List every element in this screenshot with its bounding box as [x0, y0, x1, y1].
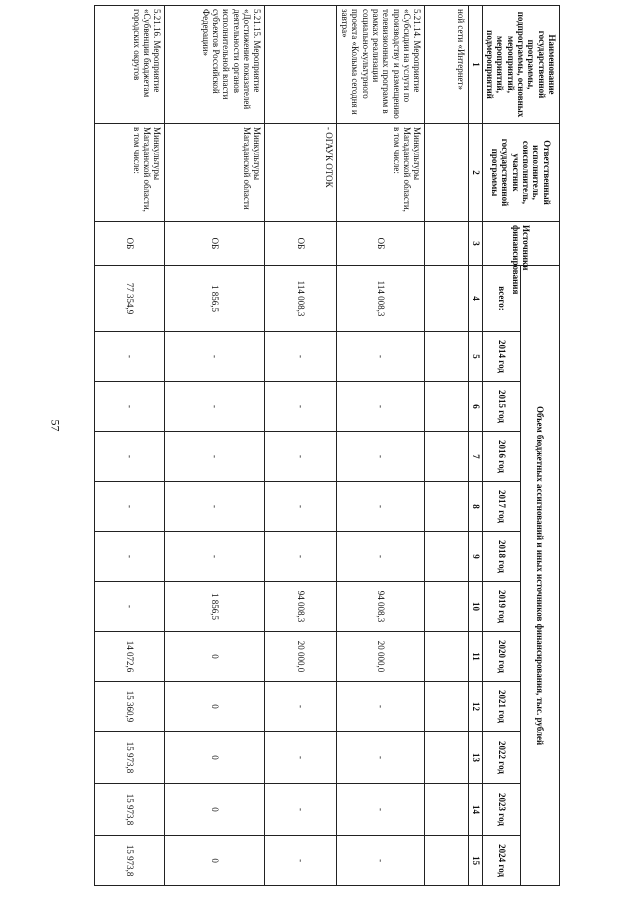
col-number: 3	[469, 222, 482, 266]
row-value-cell: -	[337, 432, 425, 482]
header-row-1	[521, 6, 560, 886]
row-name-cell: 5.21.15. Мероприятие «Достижение показателей деятельности органов исполнительной власти субъектов Российской Федерации»	[165, 6, 265, 124]
row-value-cell: -	[265, 432, 337, 482]
table-row	[95, 6, 165, 886]
col-number: 12	[469, 682, 482, 732]
year-header: 2016 год	[482, 432, 521, 482]
col-number: 7	[469, 432, 482, 482]
row-value-cell	[425, 432, 469, 482]
year-header: 2023 год	[482, 784, 521, 836]
row-value-cell: 0	[165, 732, 265, 784]
row-value-cell: -	[165, 332, 265, 382]
row-name-cell: 5.21.16. Мероприятие «Субвенции бюджетам городских округов	[95, 6, 165, 124]
row-value-cell: 1 856,5	[165, 582, 265, 632]
year-header: 2018 год	[482, 532, 521, 582]
row-value-cell: 14 072,6	[95, 632, 165, 682]
row-value-cell	[425, 682, 469, 732]
row-value-cell: -	[265, 732, 337, 784]
year-header: 2020 год	[482, 632, 521, 682]
col-volume-header: Объем бюджетных ассигнований и иных источников финансирования, тыс. рублей	[521, 266, 560, 886]
row-value-cell: -	[337, 382, 425, 432]
row-value-cell: -	[337, 732, 425, 784]
row-value-cell	[425, 332, 469, 382]
row-total-cell: 114 008,3	[265, 266, 337, 332]
row-value-cell	[425, 382, 469, 432]
row-value-cell: -	[165, 432, 265, 482]
col-number: 1	[469, 6, 482, 124]
row-value-cell: -	[95, 332, 165, 382]
table-row	[265, 6, 337, 886]
row-value-cell: -	[337, 682, 425, 732]
row-value-cell: -	[95, 382, 165, 432]
row-value-cell: -	[265, 482, 337, 532]
year-header: 2017 год	[482, 482, 521, 532]
row-exec-cell: Минкультуры Магаданской области, в том числе:	[337, 124, 425, 222]
col-number: 5	[469, 332, 482, 382]
row-name-cell	[265, 6, 337, 124]
row-value-cell: -	[337, 482, 425, 532]
year-header: 2021 год	[482, 682, 521, 732]
column-number-row	[469, 6, 482, 886]
year-header: 2019 год	[482, 582, 521, 632]
row-value-cell: -	[337, 332, 425, 382]
row-source-cell: ОБ	[265, 222, 337, 266]
col-total-header: всего:	[482, 266, 521, 332]
col-exec-header: Ответственный исполнитель, соисполнитель, участник государственной программы	[482, 124, 559, 222]
row-total-cell: 77 354,9	[95, 266, 165, 332]
year-header: 2015 год	[482, 382, 521, 432]
year-header: 2014 год	[482, 332, 521, 382]
row-total-cell: 114 008,3	[337, 266, 425, 332]
row-value-cell	[425, 532, 469, 582]
row-value-cell: 15 973,8	[95, 732, 165, 784]
row-value-cell: -	[165, 532, 265, 582]
row-value-cell	[425, 836, 469, 886]
row-value-cell: -	[265, 332, 337, 382]
row-value-cell	[425, 732, 469, 784]
row-value-cell: 0	[165, 836, 265, 886]
col-number: 2	[469, 124, 482, 222]
row-value-cell: -	[95, 482, 165, 532]
row-value-cell: 94 008,3	[265, 582, 337, 632]
col-number: 8	[469, 482, 482, 532]
row-exec-cell	[425, 124, 469, 222]
row-value-cell: 15 973,8	[95, 836, 165, 886]
row-value-cell: -	[337, 784, 425, 836]
col-number: 15	[469, 836, 482, 886]
row-total-cell: 1 856,5	[165, 266, 265, 332]
row-value-cell: -	[165, 482, 265, 532]
row-value-cell: 20 000,0	[337, 632, 425, 682]
row-value-cell: -	[265, 836, 337, 886]
row-value-cell: -	[265, 532, 337, 582]
col-number: 9	[469, 532, 482, 582]
row-value-cell: -	[165, 382, 265, 432]
year-header: 2024 год	[482, 836, 521, 886]
row-value-cell: 0	[165, 784, 265, 836]
col-number: 14	[469, 784, 482, 836]
row-value-cell: 20 000,0	[265, 632, 337, 682]
row-value-cell: -	[95, 582, 165, 632]
row-value-cell: -	[337, 532, 425, 582]
row-value-cell	[425, 784, 469, 836]
table-row	[337, 6, 425, 886]
row-source-cell: ОБ	[337, 222, 425, 266]
row-value-cell: 94 008,3	[337, 582, 425, 632]
row-source-cell	[425, 222, 469, 266]
row-source-cell: ОБ	[95, 222, 165, 266]
row-value-cell	[425, 632, 469, 682]
col-number: 4	[469, 266, 482, 332]
row-value-cell: -	[265, 784, 337, 836]
row-exec-cell: Минкультуры Магаданской области, в том числе:	[95, 124, 165, 222]
row-name-cell: ной сети «Интернет»	[425, 6, 469, 124]
row-name-cell: 5.21.14. Мероприятие «Субсидии на услуги по производству и размещению телевизионных программ в рамках реализации социально-культурного проекта «Колыма сегодня и завтра»	[337, 6, 425, 124]
row-value-cell: -	[265, 382, 337, 432]
row-value-cell: 15 360,9	[95, 682, 165, 732]
row-value-cell	[425, 482, 469, 532]
row-value-cell: 0	[165, 682, 265, 732]
col-number: 6	[469, 382, 482, 432]
table-row	[165, 6, 265, 886]
row-total-cell	[425, 266, 469, 332]
year-header: 2022 год	[482, 732, 521, 784]
row-value-cell: -	[95, 532, 165, 582]
row-exec-cell: Минкультуры Магаданской области	[165, 124, 265, 222]
row-value-cell: -	[337, 836, 425, 886]
col-source-header: Источники финансирования	[482, 222, 559, 266]
row-exec-cell: - ОГАУК ОТОК	[265, 124, 337, 222]
table-row	[425, 6, 469, 886]
row-value-cell: -	[265, 682, 337, 732]
row-value-cell: -	[95, 432, 165, 482]
row-value-cell: 0	[165, 632, 265, 682]
rotated-table-container	[80, 5, 560, 885]
row-value-cell: 15 973,8	[95, 784, 165, 836]
row-value-cell	[425, 582, 469, 632]
budget-table	[95, 5, 561, 886]
col-number: 10	[469, 582, 482, 632]
page-number: 57	[48, 419, 63, 432]
col-number: 13	[469, 732, 482, 784]
col-name-header: Наименование государственной программы, подпрограммы, основных мероприятий, мероприятий, подмероприятий	[482, 6, 559, 124]
row-source-cell: ОБ	[165, 222, 265, 266]
col-number: 11	[469, 632, 482, 682]
